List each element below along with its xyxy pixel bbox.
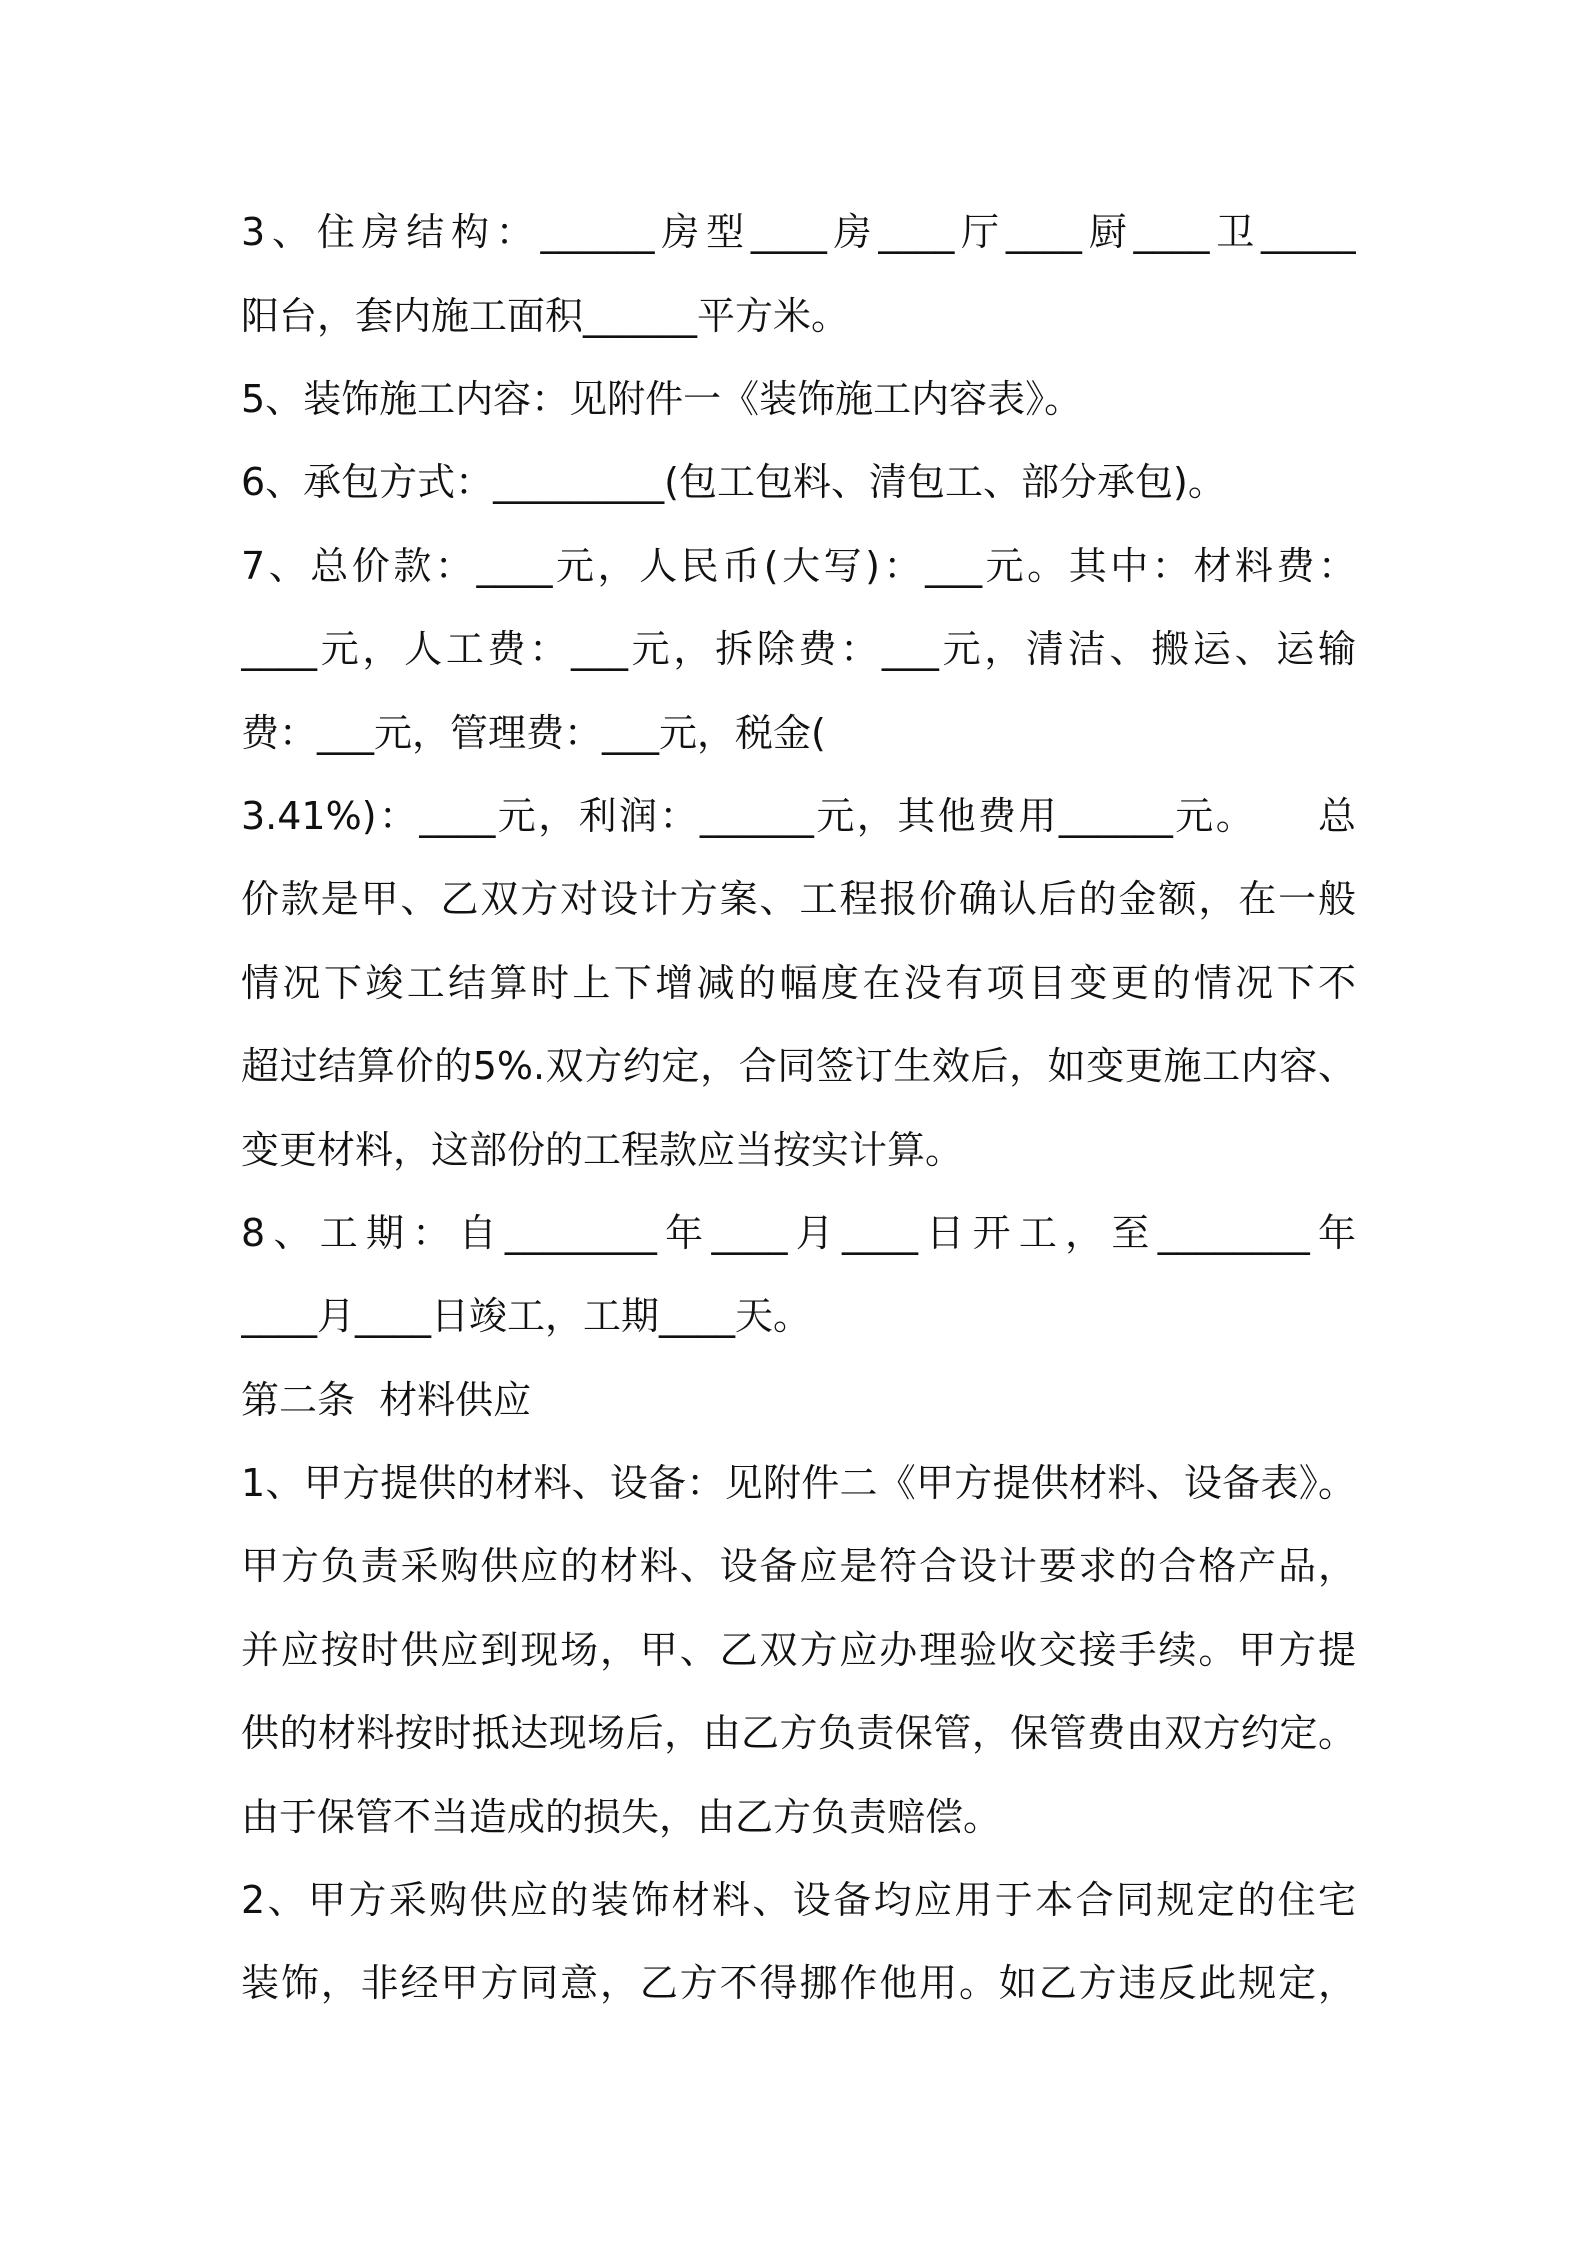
text-line-3: 5、装饰施工内容：见附件一《装饰施工内容表》。 — [241, 377, 1083, 421]
text-line-22: 装饰，非经甲方同意，乙方不得挪作他用。如乙方违反此规定， — [241, 1961, 1356, 2005]
text-line-18: 并应按时供应到现场，甲、乙双方应办理验收交接手续。甲方提 — [241, 1628, 1356, 1672]
text-line-20: 由于保管不当造成的损失，由乙方负责赔偿。 — [241, 1795, 1002, 1839]
text-line-13: 8、工期：自________年____月____日开工，至________年 — [241, 1211, 1356, 1255]
text-line-7: 费：___元，管理费：___元，税金( — [241, 711, 826, 755]
text-line-5: 7、总价款：____元，人民币(大写)：___元。其中：材料费： — [241, 544, 1356, 588]
text-line-12: 变更材料，这部份的工程款应当按实计算。 — [241, 1128, 964, 1172]
text-line-21: 2、甲方采购供应的装饰材料、设备均应用于本合同规定的住宅 — [241, 1878, 1356, 1922]
text-line-9: 价款是甲、乙双方对设计方案、工程报价确认后的金额，在一般 — [241, 877, 1356, 921]
text-line-11: 超过结算价的5%.双方约定，合同签订生效后，如变更施工内容、 — [241, 1044, 1356, 1088]
text-line-4: 6、承包方式：_________(包工包料、清包工、部分承包)。 — [241, 460, 1226, 504]
text-line-1: 3、住房结构：______房型____房____厅____厨____卫_____ — [241, 210, 1356, 254]
text-line-10: 情况下竣工结算时上下增减的幅度在没有项目变更的情况下不 — [241, 961, 1356, 1005]
text-line-2: 阳台，套内施工面积______平方米。 — [241, 294, 850, 338]
text-line-14: ____月____日竣工，工期____天。 — [241, 1294, 812, 1338]
section-heading: 第二条 材料供应 — [241, 1378, 532, 1422]
text-line-8: 3.41%)：____元，利润：______元，其他费用______元。 总 — [241, 794, 1356, 838]
text-line-19: 供的材料按时抵达现场后，由乙方负责保管，保管费由双方约定。 — [241, 1711, 1356, 1755]
text-line-16: 1、甲方提供的材料、设备：见附件二《甲方提供材料、设备表》。 — [241, 1461, 1356, 1505]
text-line-17: 甲方负责采购供应的材料、设备应是符合设计要求的合格产品， — [241, 1544, 1356, 1588]
text-line-6: ____元，人工费：___元，拆除费：___元，清洁、搬运、运输 — [241, 627, 1356, 671]
